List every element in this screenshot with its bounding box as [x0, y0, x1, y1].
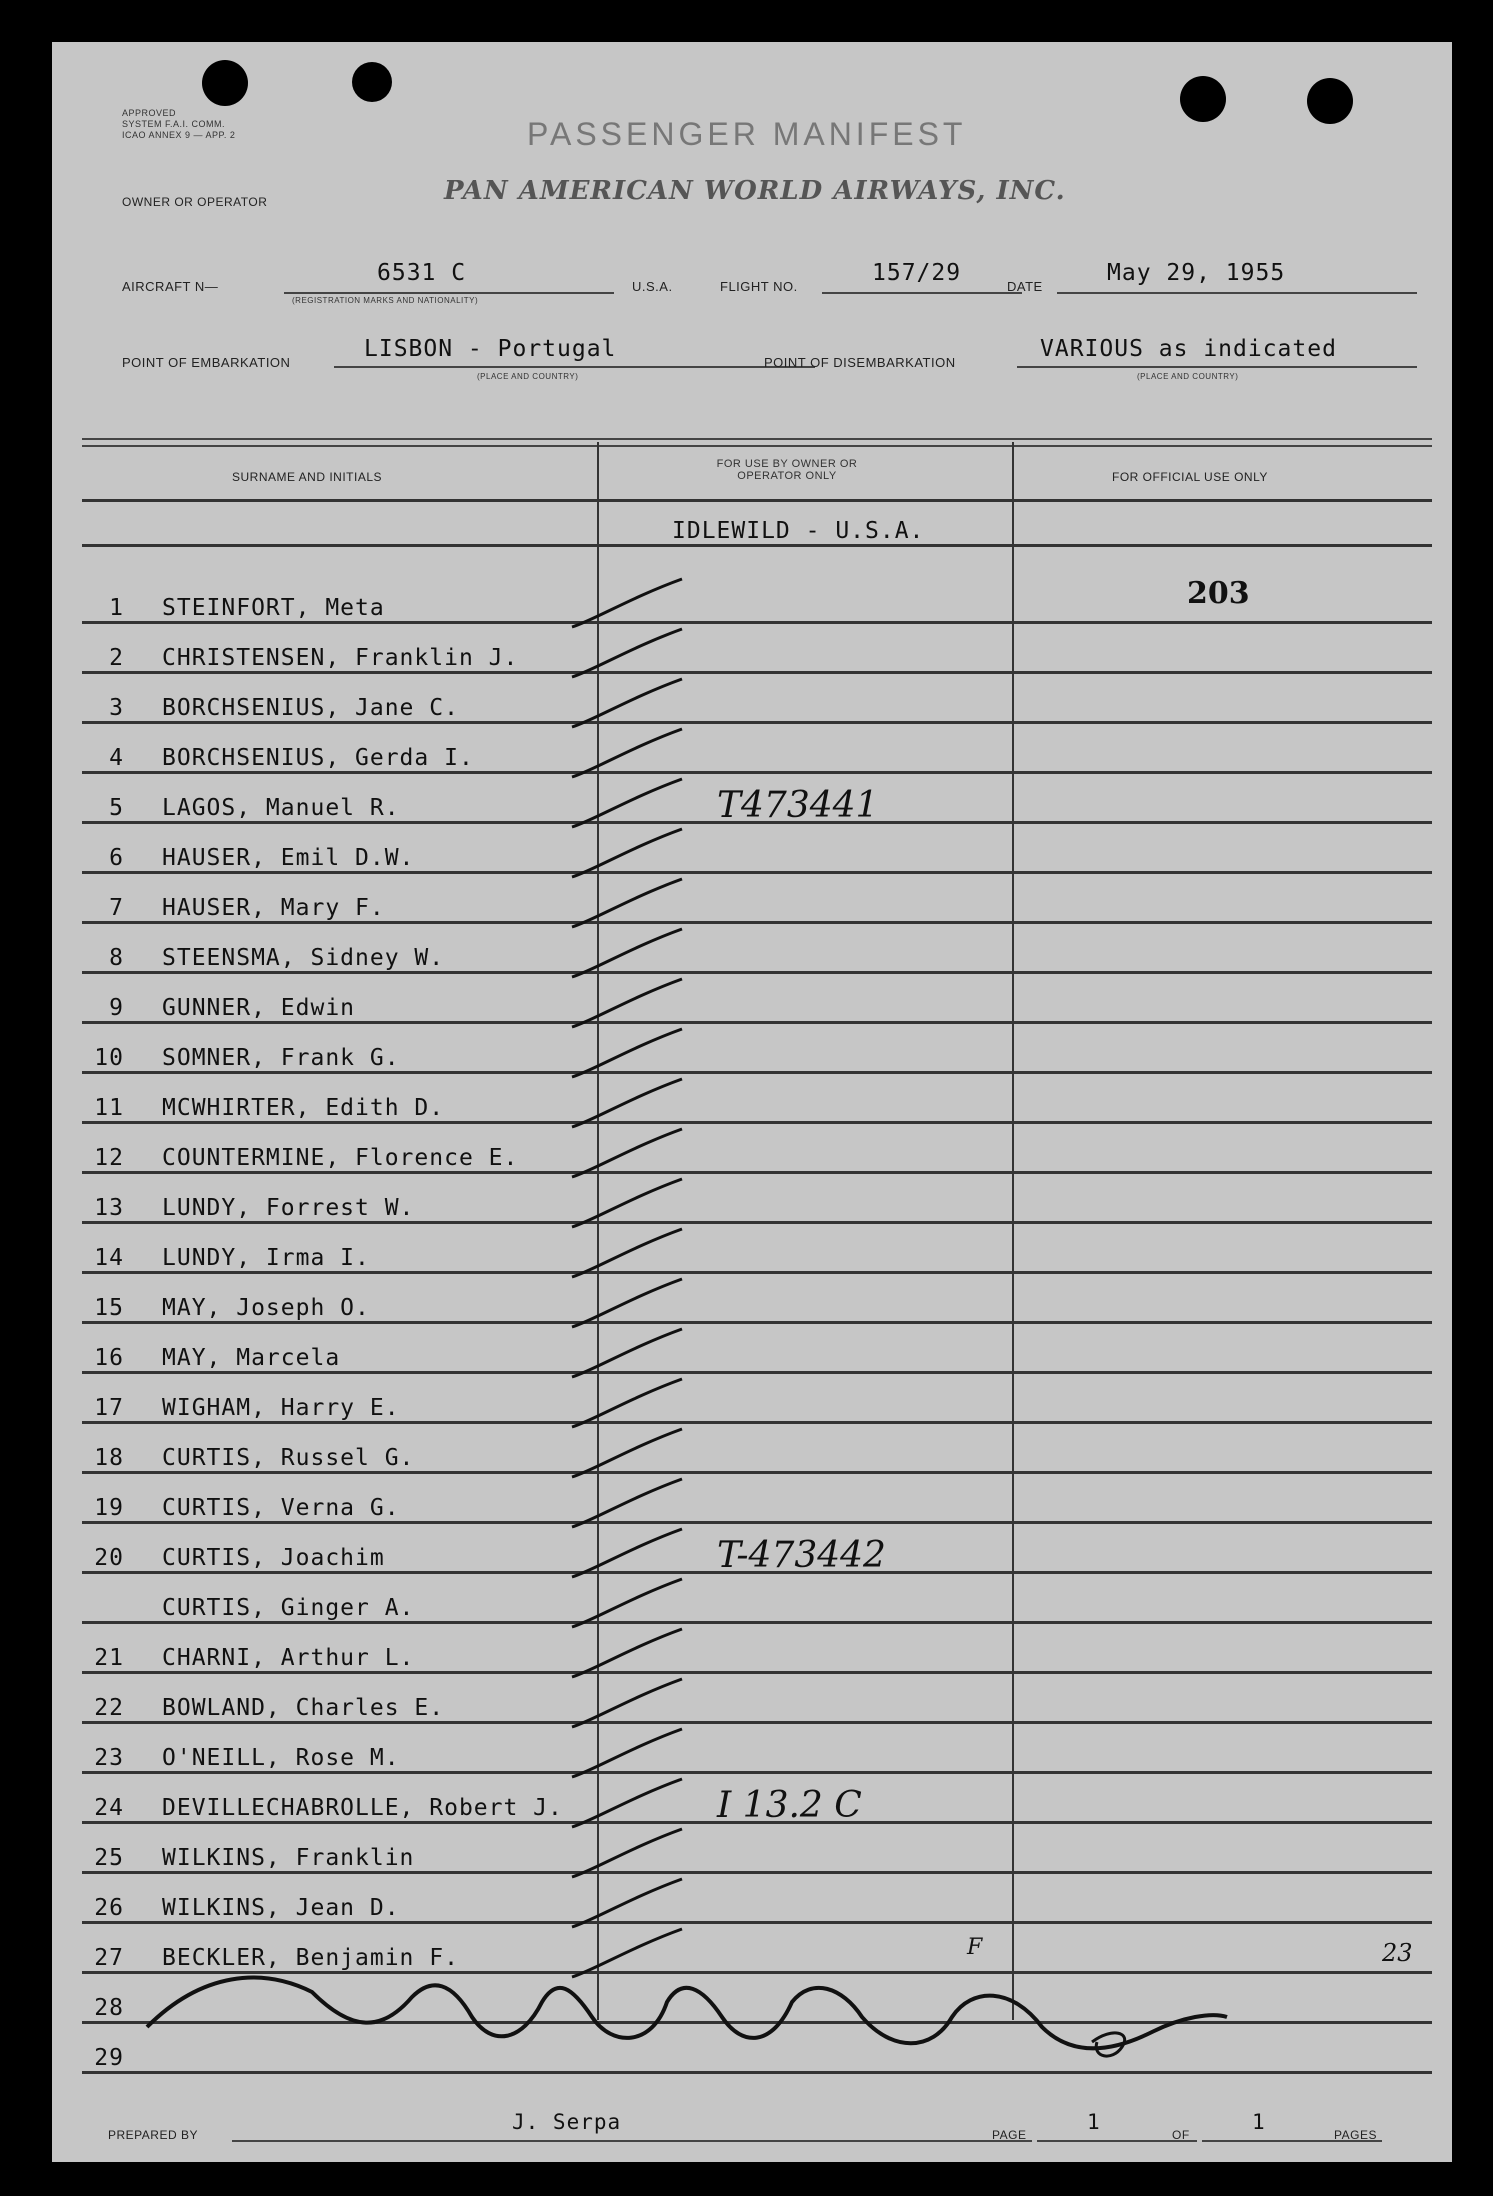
passenger-name: DEVILLECHABROLLE, Robert J. [162, 1795, 563, 1821]
passenger-name: CHRISTENSEN, Franklin J. [162, 645, 519, 671]
row-number: 25 [94, 1845, 124, 1871]
row-number: 26 [94, 1895, 124, 1921]
passenger-name: BORCHSENIUS, Gerda I. [162, 745, 474, 771]
passenger-name: O'NEILL, Rose M. [162, 1745, 400, 1771]
col-owner-header: FOR USE BY OWNER OR OPERATOR ONLY [716, 458, 858, 482]
row-number: 13 [94, 1195, 124, 1221]
row-number: 18 [94, 1445, 124, 1471]
owner-note: F [967, 1935, 983, 1960]
passenger-name: STEINFORT, Meta [162, 595, 385, 621]
col-official-header: FOR OFFICIAL USE ONLY [1112, 470, 1268, 484]
pages-label: PAGES [1334, 2128, 1377, 2142]
embarkation-label: POINT OF EMBARKATION [122, 355, 291, 370]
destination-note: IDLEWILD - U.S.A. [672, 518, 925, 544]
passenger-name: STEENSMA, Sidney W. [162, 945, 445, 971]
passenger-name: LUNDY, Forrest W. [162, 1195, 415, 1221]
disembarkation-label: POINT OF DISEMBARKATION [764, 355, 956, 370]
passenger-name: LAGOS, Manuel R. [162, 795, 400, 821]
row-number: 3 [109, 695, 124, 721]
date-label: DATE [1007, 279, 1043, 294]
row-number: 15 [94, 1295, 124, 1321]
passenger-name: WIGHAM, Harry E. [162, 1395, 400, 1421]
row-number: 27 [94, 1945, 124, 1971]
row-number: 8 [109, 945, 124, 971]
passenger-name: MAY, Joseph O. [162, 1295, 370, 1321]
row-number: 2 [109, 645, 124, 671]
owner-note: I 13.2 C [717, 1785, 862, 1826]
row-number: 5 [109, 795, 124, 821]
row-number: 16 [94, 1345, 124, 1371]
usa-label: U.S.A. [632, 279, 673, 294]
passenger-name: GUNNER, Edwin [162, 995, 356, 1021]
page-label: PAGE [992, 2128, 1027, 2142]
col-surname-header: SURNAME AND INITIALS [232, 470, 383, 484]
row-number: 19 [94, 1495, 124, 1521]
date-value: May 29, 1955 [1107, 260, 1286, 286]
row-number: 17 [94, 1395, 124, 1421]
passenger-name: BECKLER, Benjamin F. [162, 1945, 459, 1971]
row-number: 1 [109, 595, 124, 621]
row-number: 4 [109, 745, 124, 771]
approval-line: SYSTEM F.A.I. COMM. [122, 119, 226, 129]
aircraft-label: AIRCRAFT N— [122, 279, 219, 294]
passenger-name: LUNDY, Irma I. [162, 1245, 370, 1271]
passenger-name: MCWHIRTER, Edith D. [162, 1095, 445, 1121]
flight-value: 157/29 [872, 260, 962, 286]
passenger-name: BORCHSENIUS, Jane C. [162, 695, 459, 721]
row-number: 11 [94, 1095, 124, 1121]
flight-label: FLIGHT NO. [720, 279, 798, 294]
owner-label: OWNER OR OPERATOR [122, 195, 268, 209]
owner-note: T473441 [717, 785, 879, 826]
approval-line: APPROVED [122, 108, 177, 118]
page-total: 1 [1252, 2110, 1266, 2134]
aircraft-value: 6531 C [377, 260, 467, 286]
of-label: OF [1172, 2128, 1190, 2142]
embarkation-value: LISBON - Portugal [364, 336, 617, 362]
row-number: 14 [94, 1245, 124, 1271]
passenger-name: HAUSER, Mary F. [162, 895, 385, 921]
row-number: 29 [94, 2045, 124, 2071]
row-number: 24 [94, 1795, 124, 1821]
prepared-by-label: PREPARED BY [108, 2128, 198, 2142]
disembarkation-value: VARIOUS as indicated [1040, 336, 1337, 362]
cancel-scribble [52, 42, 1452, 2162]
passenger-name: CHARNI, Arthur L. [162, 1645, 415, 1671]
passenger-name: WILKINS, Jean D. [162, 1895, 400, 1921]
row-number: 28 [94, 1995, 124, 2021]
row-number: 12 [94, 1145, 124, 1171]
official-count: 203 [1187, 576, 1250, 611]
passenger-name: BOWLAND, Charles E. [162, 1695, 445, 1721]
page-number: 1 [1087, 2110, 1101, 2134]
operator-name: PAN AMERICAN WORLD AIRWAYS, INC. [444, 176, 1066, 206]
row-number: 20 [94, 1545, 124, 1571]
row-number: 10 [94, 1045, 124, 1071]
passenger-name: CURTIS, Ginger A. [162, 1595, 415, 1621]
passenger-name: HAUSER, Emil D.W. [162, 845, 415, 871]
row-number: 21 [94, 1645, 124, 1671]
passenger-name: CURTIS, Joachim [162, 1545, 385, 1571]
passenger-name: WILKINS, Franklin [162, 1845, 415, 1871]
passenger-name: COUNTERMINE, Florence E. [162, 1145, 519, 1171]
row-number: 22 [94, 1695, 124, 1721]
owner-note: T-473442 [717, 1535, 886, 1576]
prepared-by-value: J. Serpa [512, 2110, 622, 2134]
page-title: PASSENGER MANIFEST [527, 116, 967, 152]
row-number: 6 [109, 845, 124, 871]
official-note: 23 [1382, 1939, 1413, 1967]
approval-line: ICAO ANNEX 9 — APP. 2 [122, 130, 236, 140]
row-number: 7 [109, 895, 124, 921]
passenger-name: CURTIS, Verna G. [162, 1495, 400, 1521]
registration-caption: (REGISTRATION MARKS AND NATIONALITY) [292, 296, 479, 305]
passenger-name: CURTIS, Russel G. [162, 1445, 415, 1471]
passenger-name: MAY, Marcela [162, 1345, 341, 1371]
row-number: 9 [109, 995, 124, 1021]
passenger-name: SOMNER, Frank G. [162, 1045, 400, 1071]
manifest-sheet [52, 42, 1452, 2162]
disembarkation-caption: (PLACE AND COUNTRY) [1137, 372, 1239, 381]
embarkation-caption: (PLACE AND COUNTRY) [477, 372, 579, 381]
row-number: 23 [94, 1745, 124, 1771]
